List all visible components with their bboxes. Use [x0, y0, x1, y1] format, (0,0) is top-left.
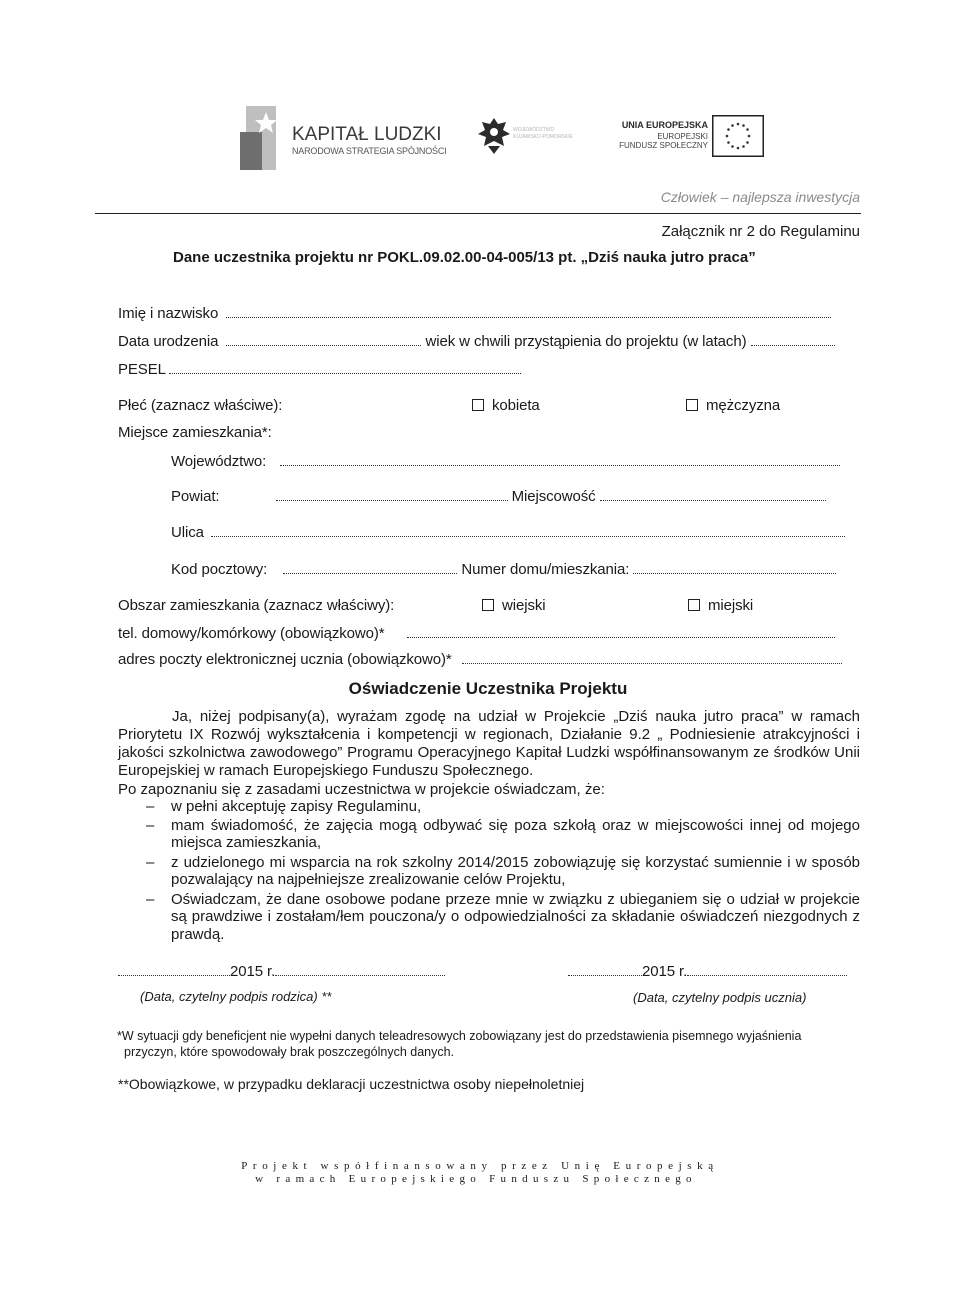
region-coat-of-arms-icon: [476, 116, 512, 156]
female-checkbox[interactable]: [472, 399, 484, 411]
kapital-ludzki-title: KAPITAŁ LUDZKI: [292, 124, 442, 145]
town-input-line[interactable]: [600, 488, 826, 501]
declaration-intro: Ja, niżej podpisany(a), wyrażam zgodę na udział w Projekcie „Dziś nauka jutro praca” w ramach Priorytetu IX Rozwój wykształcenia i kompetencji w regionach, Działanie 9.2 „ Podniesienie atrakcyjności i jakości szkolnictwa zawodowego” Programu Operacyjnego Kapitał Ludzki współfinansowanym ze środków Unii Europejskiej w ramach Europejskiego Funduszu Społecznego.: [118, 708, 860, 779]
voivodeship-input-line[interactable]: [280, 453, 840, 466]
date-left-input-line[interactable]: [118, 963, 230, 976]
phone-input-line[interactable]: [407, 625, 835, 638]
signature-right-input-line[interactable]: [687, 963, 847, 976]
list-item: – mam świadomość, że zajęcia mogą odbywać się poza szkołą oraz w miejscowości innej od mojego miejsca zamieszkania,: [146, 816, 860, 851]
declaration-bullets: [118, 798, 860, 943]
name-label: Imię i nazwisko: [118, 305, 219, 322]
voivodeship-field: [171, 453, 840, 470]
parent-caption: (Data, czytelny podpis rodzica) **: [140, 989, 332, 1004]
header-rule: [95, 213, 861, 214]
region-text: WOJEWÓDZTWO KUJAWSKO-POMORSKIE: [513, 127, 573, 140]
date-right-input-line[interactable]: [568, 963, 642, 976]
phone-label: tel. domowy/komórkowy (obowiązkowo)*: [118, 625, 385, 642]
year-left: 2015 r.: [230, 963, 276, 980]
bullet-text: w pełni akceptuję zapisy Regulaminu,: [171, 798, 422, 815]
motto: Człowiek – najlepsza inwestycja: [660, 189, 860, 205]
rural-label: wiejski: [502, 597, 546, 614]
rural-option[interactable]: [482, 597, 545, 614]
eu-line2: EUROPEJSKI: [657, 132, 708, 141]
eu-flag-icon: [712, 115, 764, 157]
student-caption: (Data, czytelny podpis ucznia): [633, 990, 807, 1005]
residence-label: Miejsce zamieszkania*:: [118, 424, 272, 441]
list-item: – w pełni akceptuję zapisy Regulaminu,: [146, 798, 422, 815]
birth-input-line[interactable]: [226, 333, 421, 346]
house-input-line[interactable]: [633, 561, 836, 574]
bullet-text: z udzielonego mi wsparcia na rok szkolny 2014/2015 zobowiązuję się korzystać sumiennie i w sposób pozwalający na najpełniejsze zrealizowanie celów Projektu,: [171, 853, 860, 888]
female-label: kobieta: [492, 397, 540, 414]
male-checkbox[interactable]: [686, 399, 698, 411]
area-label: Obszar zamieszkania (zaznacz właściwy):: [118, 597, 395, 614]
house-label: Numer domu/mieszkania:: [461, 561, 630, 578]
town-label: Miejscowość: [511, 488, 596, 505]
pesel-field: [118, 361, 521, 378]
footer-line-1: Projekt współfinansowany przez Unię Europejską: [241, 1160, 719, 1172]
email-label: adres poczty elektronicznej ucznia (obowiązkowo)*: [118, 651, 452, 668]
list-item: – z udzielonego mi wsparcia na rok szkolny 2014/2015 zobowiązuję się korzystać sumiennie i w sposób pozwalający na najpełniejsze zrealizowanie celów Projektu,: [146, 853, 860, 888]
rural-checkbox[interactable]: [482, 599, 494, 611]
birth-label: Data urodzenia: [118, 333, 219, 350]
note-1-line-2: przyczyn, które spowodowały brak poszczególnych danych.: [124, 1045, 455, 1059]
pesel-input-line[interactable]: [169, 361, 521, 374]
eu-line1: UNIA EUROPEJSKA: [621, 120, 708, 130]
street-field: [171, 524, 845, 541]
bullet-text: Oświadczam, że dane osobowe podane przeze mnie w związku z ubieganiem się o udział w projekcie są prawdziwe i zostałam/łem pouczona/y o odpowiedzialności za składanie oświadczeń niezgodnych z prawdą.: [171, 890, 860, 943]
year-right: 2015 r.: [642, 963, 688, 980]
phone-field: [118, 625, 835, 642]
document-title: Dane uczestnika projektu nr POKL.09.02.00-04-005/13 pt. „Dziś nauka jutro praca”: [173, 249, 756, 266]
signature-left-line: [118, 963, 445, 980]
email-input-line[interactable]: [462, 651, 842, 664]
birth-field: [118, 333, 835, 350]
county-label: Powiat:: [171, 488, 220, 505]
annex-label: Załącznik nr 2 do Regulaminu: [661, 223, 860, 240]
urban-checkbox[interactable]: [688, 599, 700, 611]
age-label: wiek w chwili przystąpienia do projektu (w latach): [425, 333, 747, 350]
male-option[interactable]: [686, 397, 780, 414]
county-input-line[interactable]: [276, 488, 508, 501]
pesel-label: PESEL: [118, 361, 166, 378]
email-field: [118, 651, 842, 668]
postal-label: Kod pocztowy:: [171, 561, 268, 578]
list-item: – Oświadczam, że dane osobowe podane przeze mnie w związku z ubieganiem się o udział w projekcie są prawdziwe i zostałam/łem pouczona/y o odpowiedzialności za składanie oświadczeń niezgodnych z prawdą.: [146, 890, 860, 943]
male-label: mężczyzna: [706, 397, 781, 414]
signature-right-line: [568, 963, 847, 980]
signature-left-input-line[interactable]: [275, 963, 445, 976]
eu-line3: FUNDUSZ SPOŁECZNY: [619, 141, 708, 150]
name-input-line[interactable]: [226, 305, 831, 318]
postal-input-line[interactable]: [283, 561, 457, 574]
female-option[interactable]: [472, 397, 540, 414]
declaration-lead: Po zapoznaniu się z zasadami uczestnictwa w projekcie oświadczam, że:: [118, 781, 605, 798]
note-2: **Obowiązkowe, w przypadku deklaracji uczestnictwa osoby niepełnoletniej: [118, 1076, 585, 1092]
kapital-ludzki-logo: [240, 106, 280, 170]
declaration-title: Oświadczenie Uczestnika Projektu: [348, 679, 628, 698]
age-input-line[interactable]: [751, 333, 835, 346]
name-field: [118, 305, 831, 322]
kapital-ludzki-subtitle: NARODOWA STRATEGIA SPÓJNOŚCI: [292, 146, 447, 156]
county-field: [171, 488, 826, 505]
voivodeship-label: Województwo:: [171, 453, 267, 470]
note-1-line-1: *W sytuacji gdy beneficjent nie wypełni danych teleadresowych zobowiązany jest do przedstawienia pisemnego wyjaśnienia: [117, 1029, 802, 1043]
postal-field: [171, 561, 836, 578]
footer-line-2: w ramach Europejskiego Funduszu Społecznego: [255, 1173, 697, 1185]
sex-label: Płeć (zaznacz właściwe):: [118, 397, 283, 414]
urban-label: miejski: [708, 597, 754, 614]
bullet-text: mam świadomość, że zajęcia mogą odbywać się poza szkołą oraz w miejscowości innej od mojego miejsca zamieszkania,: [171, 816, 860, 851]
street-label: Ulica: [171, 524, 204, 541]
urban-option[interactable]: [688, 597, 753, 614]
street-input-line[interactable]: [211, 524, 845, 537]
